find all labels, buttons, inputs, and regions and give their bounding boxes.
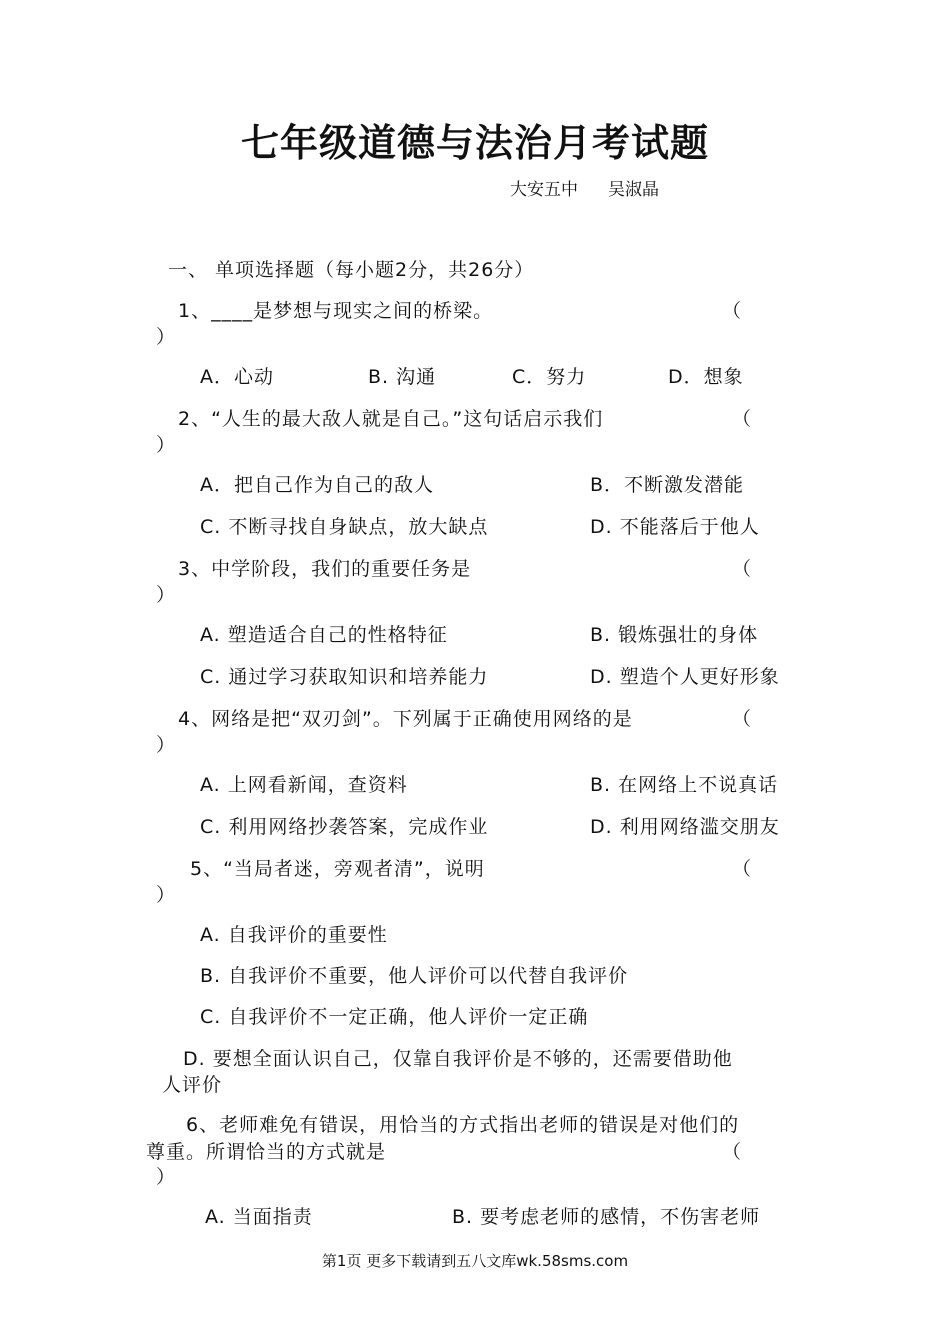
question-2-stem: 2、“人生的最大敌人就是自己。”这句话启示我们 [178,408,604,430]
question-5-stem: 5、“当局者迷，旁观者清”，说明 [190,858,485,880]
q1-option-a: A．心动 [200,366,274,388]
author-line [510,175,659,200]
q4-option-a: A. 上网看新闻，查资料 [200,774,408,796]
q5-option-c: C. 自我评价不一定正确，他人评价一定正确 [200,1006,589,1028]
author-school: 大安五中 [510,180,578,200]
q5-option-b: B. 自我评价不重要，他人评价可以代替自我评价 [200,965,629,987]
answer-paren-open: （ [732,408,752,430]
q4-option-b: B. 在网络上不说真话 [590,774,779,796]
q1-option-b: B. 沟通 [368,366,437,388]
q1-option-c: C．努力 [512,366,587,388]
answer-paren-close: ） [156,734,176,756]
q3-option-a: A. 塑造适合自己的性格特征 [200,624,448,646]
q3-option-c: C. 通过学习获取知识和培养能力 [200,666,489,688]
answer-paren-close: ） [156,884,176,906]
q6-option-a: A. 当面指责 [205,1206,313,1228]
author-name: 吴淑晶 [608,180,659,200]
answer-paren-close: ） [156,584,176,606]
answer-paren-close: ） [156,434,176,456]
question-1-stem: 1、____是梦想与现实之间的桥梁。 [178,300,494,322]
answer-paren-close: ） [156,326,176,348]
q5-option-d-continued: 人评价 [162,1074,223,1096]
answer-paren-open: （ [722,1141,742,1163]
q1-option-d: D．想象 [668,366,744,388]
answer-paren-open: （ [732,708,752,730]
q5-option-d: D. 要想全面认识自己，仅靠自我评价是不够的，还需要借助他 [183,1048,733,1070]
answer-paren-open: （ [732,858,752,880]
question-6-stem-continued: 尊重。所谓恰当的方式就是 [146,1141,387,1163]
page-title: 七年级道德与法治月考试题 [240,120,709,165]
q3-option-d: D. 塑造个人更好形象 [590,666,780,688]
q3-option-b: B. 锻炼强壮的身体 [590,624,759,646]
answer-paren-open: （ [722,300,742,322]
q2-option-a: A．把自己作为自己的敌人 [200,474,434,496]
answer-paren-open: （ [732,558,752,580]
q4-option-c: C. 利用网络抄袭答案，完成作业 [200,816,489,838]
q2-option-b: B．不断激发潜能 [590,474,745,496]
q6-option-b: B. 要考虑老师的感情，不伤害老师 [452,1206,761,1228]
page-footer: 第1页 更多下载请到五八文库wk.58sms.com [321,1252,629,1270]
answer-paren-close: ） [156,1166,176,1188]
q5-option-a: A. 自我评价的重要性 [200,924,388,946]
q2-option-c: C. 不断寻找自身缺点，放大缺点 [200,516,489,538]
section-heading: 一、 单项选择题（每小题2分，共26分） [168,259,535,281]
question-3-stem: 3、中学阶段，我们的重要任务是 [178,558,472,580]
question-4-stem: 4、网络是把“双刃剑”。下列属于正确使用网络的是 [178,708,633,730]
q4-option-d: D. 利用网络滥交朋友 [590,816,780,838]
question-6-stem: 6、老师难免有错误，用恰当的方式指出老师的错误是对他们的 [186,1114,740,1136]
q2-option-d: D. 不能落后于他人 [590,516,760,538]
